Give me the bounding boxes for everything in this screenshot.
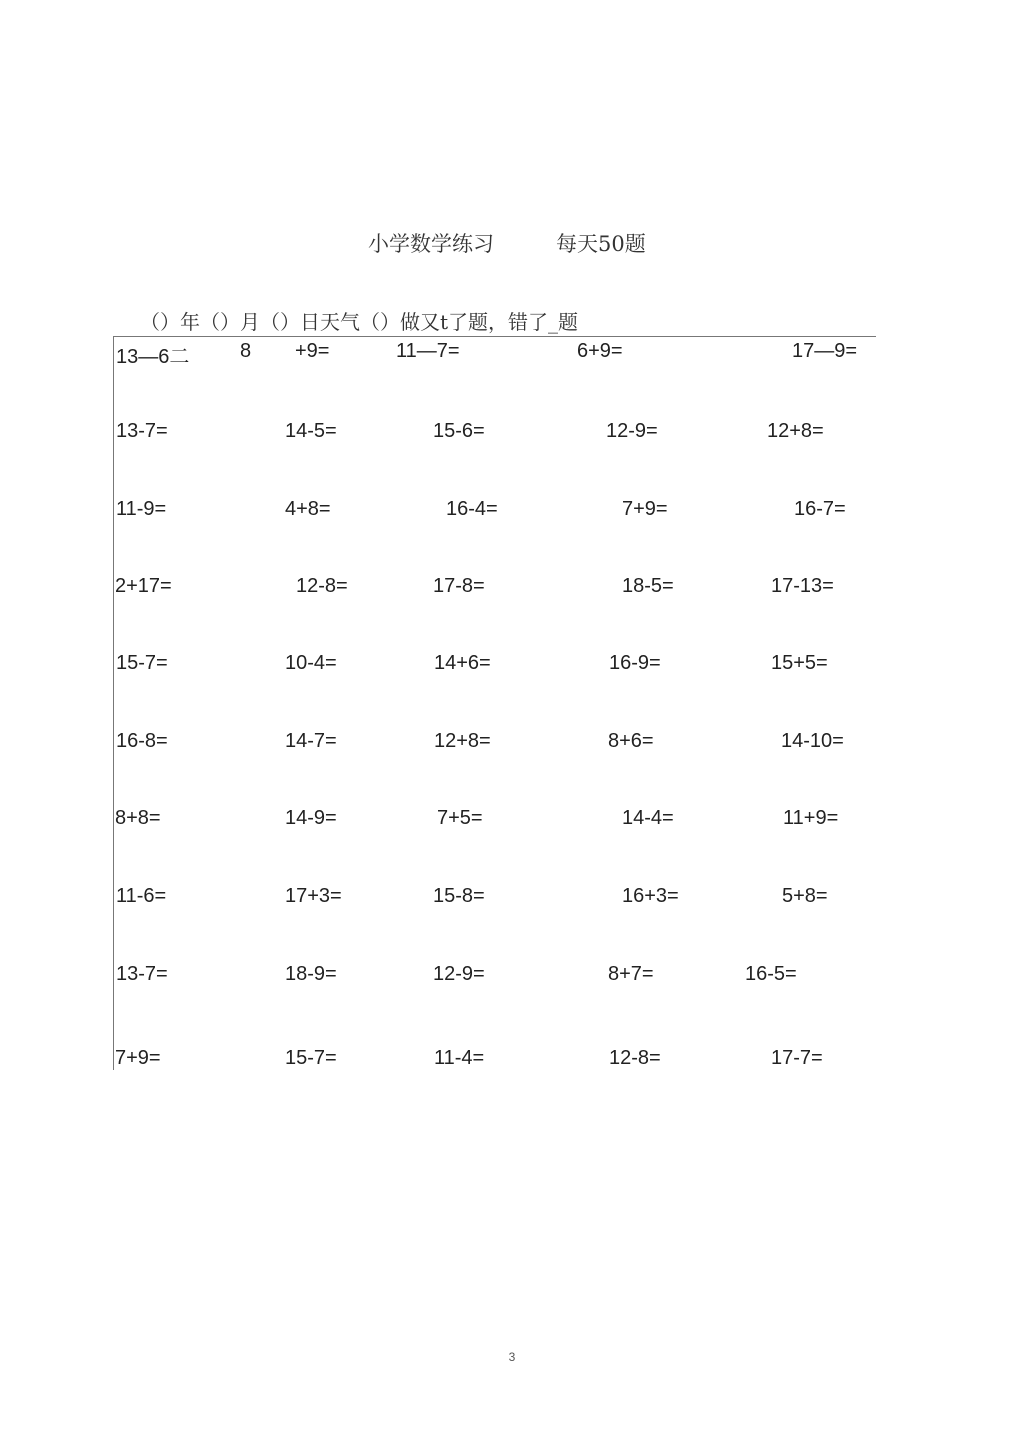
- problem-r6-c4: 11+9=: [783, 807, 839, 829]
- problem-r1-c1: 14-5=: [285, 420, 337, 442]
- problem-r2-c0: 11-9=: [116, 498, 167, 520]
- page-number: 3: [508, 1350, 516, 1364]
- problem-r8-c3: 8+7=: [608, 963, 654, 985]
- problem-r9-c0: 7+9=: [115, 1047, 161, 1069]
- problem-r5-c0: 16-8=: [116, 730, 168, 752]
- problem-r3-c0: 2+17=: [115, 575, 172, 597]
- problem-r0-c4: 17—9=: [792, 340, 858, 362]
- problem-r4-c1: 10-4=: [285, 652, 337, 674]
- problem-r3-c2: 17-8=: [433, 575, 485, 597]
- problem-r5-c4: 14-10=: [781, 730, 844, 752]
- problem-r3-c4: 17-13=: [771, 575, 834, 597]
- problem-r7-c4: 5+8=: [782, 885, 828, 907]
- problem-r8-c0: 13-7=: [116, 963, 168, 985]
- problem-r8-c4: 16-5=: [745, 963, 797, 985]
- problem-r0-c1: +9=: [295, 340, 330, 362]
- title-sub: 每天50题: [556, 232, 646, 256]
- problem-r2-c3: 7+9=: [622, 498, 668, 520]
- problem-r4-c3: 16-9=: [609, 652, 661, 674]
- problem-r1-c0: 13-7=: [116, 420, 168, 442]
- problem-r9-c1: 15-7=: [285, 1047, 337, 1069]
- problem-r7-c0: 11-6=: [116, 885, 167, 907]
- problem-r2-c2: 16-4=: [446, 498, 498, 520]
- problem-r0-c3: 6+9=: [577, 340, 623, 362]
- problem-r0-fragment: 8: [240, 340, 252, 362]
- problem-r3-c1: 12-8=: [296, 575, 348, 597]
- problem-r1-c3: 12-9=: [606, 420, 658, 442]
- problem-r0-c2: 11—7=: [396, 340, 460, 362]
- problem-r2-c4: 16-7=: [794, 498, 846, 520]
- problem-r2-c1: 4+8=: [285, 498, 331, 520]
- problem-r4-c0: 15-7=: [116, 652, 168, 674]
- problem-r6-c2: 7+5=: [437, 807, 483, 829]
- problem-r9-c3: 12-8=: [609, 1047, 661, 1069]
- problem-r7-c1: 17+3=: [285, 885, 342, 907]
- problem-r7-c2: 15-8=: [433, 885, 485, 907]
- problem-r9-c2: 11-4=: [434, 1047, 485, 1069]
- problem-r8-c2: 12-9=: [433, 963, 485, 985]
- problem-r5-c2: 12+8=: [434, 730, 491, 752]
- problem-r3-c3: 18-5=: [622, 575, 674, 597]
- problem-r1-c2: 15-6=: [433, 420, 485, 442]
- problem-r1-c4: 12+8=: [767, 420, 824, 442]
- date-weather-score-line: （）年（）月（）日天气（）做又t了题，错了_题: [140, 310, 579, 334]
- problem-r0-c0: 13—6二: [116, 346, 190, 368]
- problem-r4-c4: 15+5=: [771, 652, 828, 674]
- problem-r5-c1: 14-7=: [285, 730, 337, 752]
- problem-r6-c1: 14-9=: [285, 807, 337, 829]
- problem-r8-c1: 18-9=: [285, 963, 337, 985]
- problem-r6-c0: 8+8=: [115, 807, 161, 829]
- problem-r4-c2: 14+6=: [434, 652, 491, 674]
- problem-r6-c3: 14-4=: [622, 807, 674, 829]
- problem-r7-c3: 16+3=: [622, 885, 679, 907]
- problem-r5-c3: 8+6=: [608, 730, 654, 752]
- problem-r9-c4: 17-7=: [771, 1047, 823, 1069]
- title-main: 小学数学练习: [368, 232, 494, 256]
